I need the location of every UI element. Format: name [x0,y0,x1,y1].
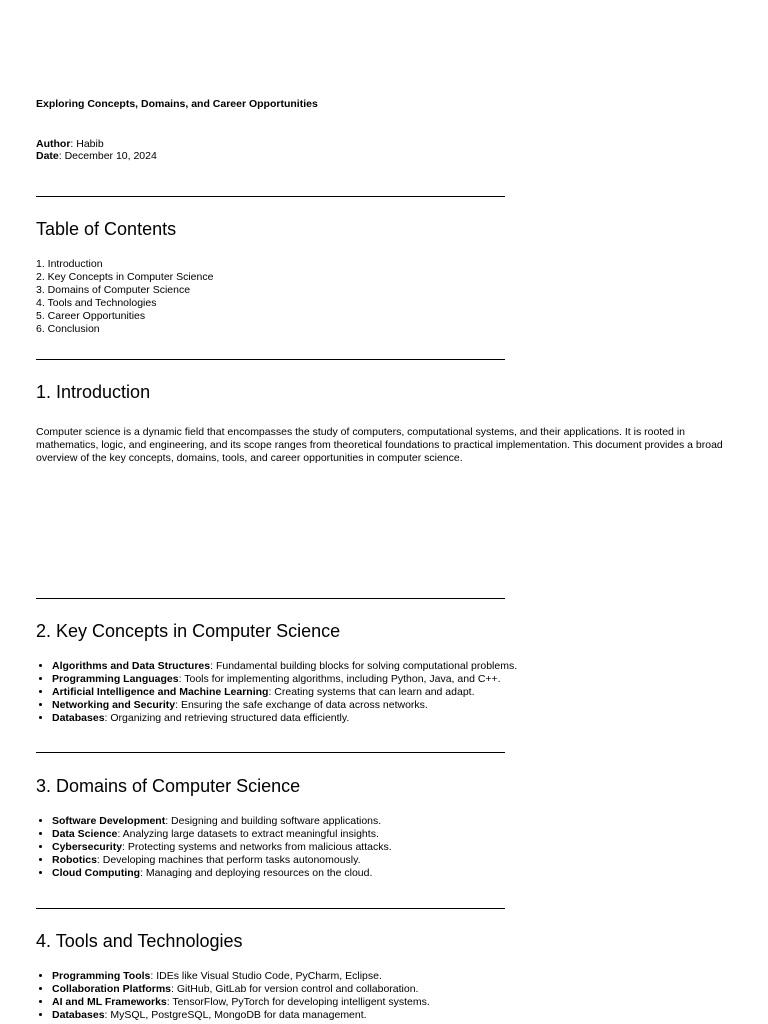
list-item-desc: : Protecting systems and networks from malicious attacks. [122,840,392,853]
list-item-desc: : Organizing and retrieving structured data efficiently. [104,711,350,724]
list-item [52,983,430,996]
date-label: Date [36,150,59,162]
list-item [52,815,392,828]
list-item-desc: : Creating systems that can learn and adapt. [268,685,475,698]
introduction-heading: 1. Introduction [36,382,151,402]
key-concepts-list [36,660,517,725]
list-item-desc: : MySQL, PostgreSQL, MongoDB for data management. [104,1008,367,1021]
list-item-desc: : Tools for implementing algorithms, including Python, Java, and C++. [178,672,501,685]
list-item-term: Artificial Intelligence and Machine Learning [52,685,269,698]
author-label: Author [36,138,71,150]
list-item-desc: : Designing and building software applications. [165,815,382,827]
list-item [52,660,517,673]
list-item-desc: : Managing and deploying resources on the cloud. [140,866,373,879]
list-item-term: Databases [52,711,105,724]
list-item [52,673,517,686]
tools-heading: 4. Tools and Technologies [36,931,243,951]
list-item [52,996,430,1009]
list-item-term: Programming Languages [52,672,179,685]
list-item-desc: : Developing machines that perform tasks autonomously. [96,853,361,866]
divider [36,196,505,197]
tools-list [36,970,430,1022]
list-item-term: Cloud Computing [52,866,141,879]
list-item-term: Databases [52,1008,105,1021]
list-item-term: Robotics [52,853,97,866]
list-item-term: Software Development [52,815,166,827]
list-item-term: Algorithms and Data Structures [52,660,211,672]
list-item [52,841,392,854]
date-value: : December 10, 2024 [58,150,157,162]
list-item-term: Programming Tools [52,970,151,982]
list-item [52,828,392,841]
domains-heading: 3. Domains of Computer Science [36,776,301,796]
list-item [52,867,392,880]
toc-item: 2. Key Concepts in Computer Science [36,270,214,283]
list-item [52,699,517,712]
document-title: Exploring Concepts, Domains, and Career Opportunities [36,98,318,110]
list-item-desc: : TensorFlow, PyTorch for developing intelligent systems. [166,995,430,1008]
list-item-term: Data Science [52,827,118,840]
list-item-term: Cybersecurity [52,840,123,853]
domains-list [36,815,392,880]
introduction-paragraph: Computer science is a dynamic field that encompasses the study of computers, computational systems, and their applications. It is rooted in mathematics, logic, and engineering, and its scope ranges from theoretical foundations to practical implementation. This document provides a broad overview of the key concepts, domains, tools, and career opportunities in computer science. [36,426,723,464]
divider [36,359,505,360]
key-concepts-heading: 2. Key Concepts in Computer Science [36,621,341,641]
list-item-term: Networking and Security [52,698,176,711]
date-line [36,150,157,162]
author-value: : Habib [70,138,104,150]
divider [36,752,505,753]
list-item-desc: : Fundamental building blocks for solving computational problems. [210,660,518,672]
list-item-desc: : IDEs like Visual Studio Code, PyCharm, Eclipse. [150,970,382,982]
list-item [52,970,430,983]
toc-item: 4. Tools and Technologies [36,296,157,309]
toc-item: 1. Introduction [36,258,103,270]
toc-heading: Table of Contents [36,219,177,239]
list-item [52,1009,430,1022]
toc-item: 5. Career Opportunities [36,309,146,322]
author-line [36,138,104,150]
toc-item: 3. Domains of Computer Science [36,283,191,296]
list-item [52,712,517,725]
list-item [52,854,392,867]
table-of-contents [36,258,213,335]
list-item-desc: : Analyzing large datasets to extract meaningful insights. [117,827,379,840]
list-item-desc: : Ensuring the safe exchange of data across networks. [175,698,428,711]
divider [36,908,505,909]
list-item-term: Collaboration Platforms [52,982,172,995]
list-item-term: AI and ML Frameworks [52,995,167,1008]
list-item [52,686,517,699]
toc-item: 6. Conclusion [36,322,100,335]
divider [36,598,505,599]
list-item-desc: : GitHub, GitLab for version control and collaboration. [171,982,419,995]
